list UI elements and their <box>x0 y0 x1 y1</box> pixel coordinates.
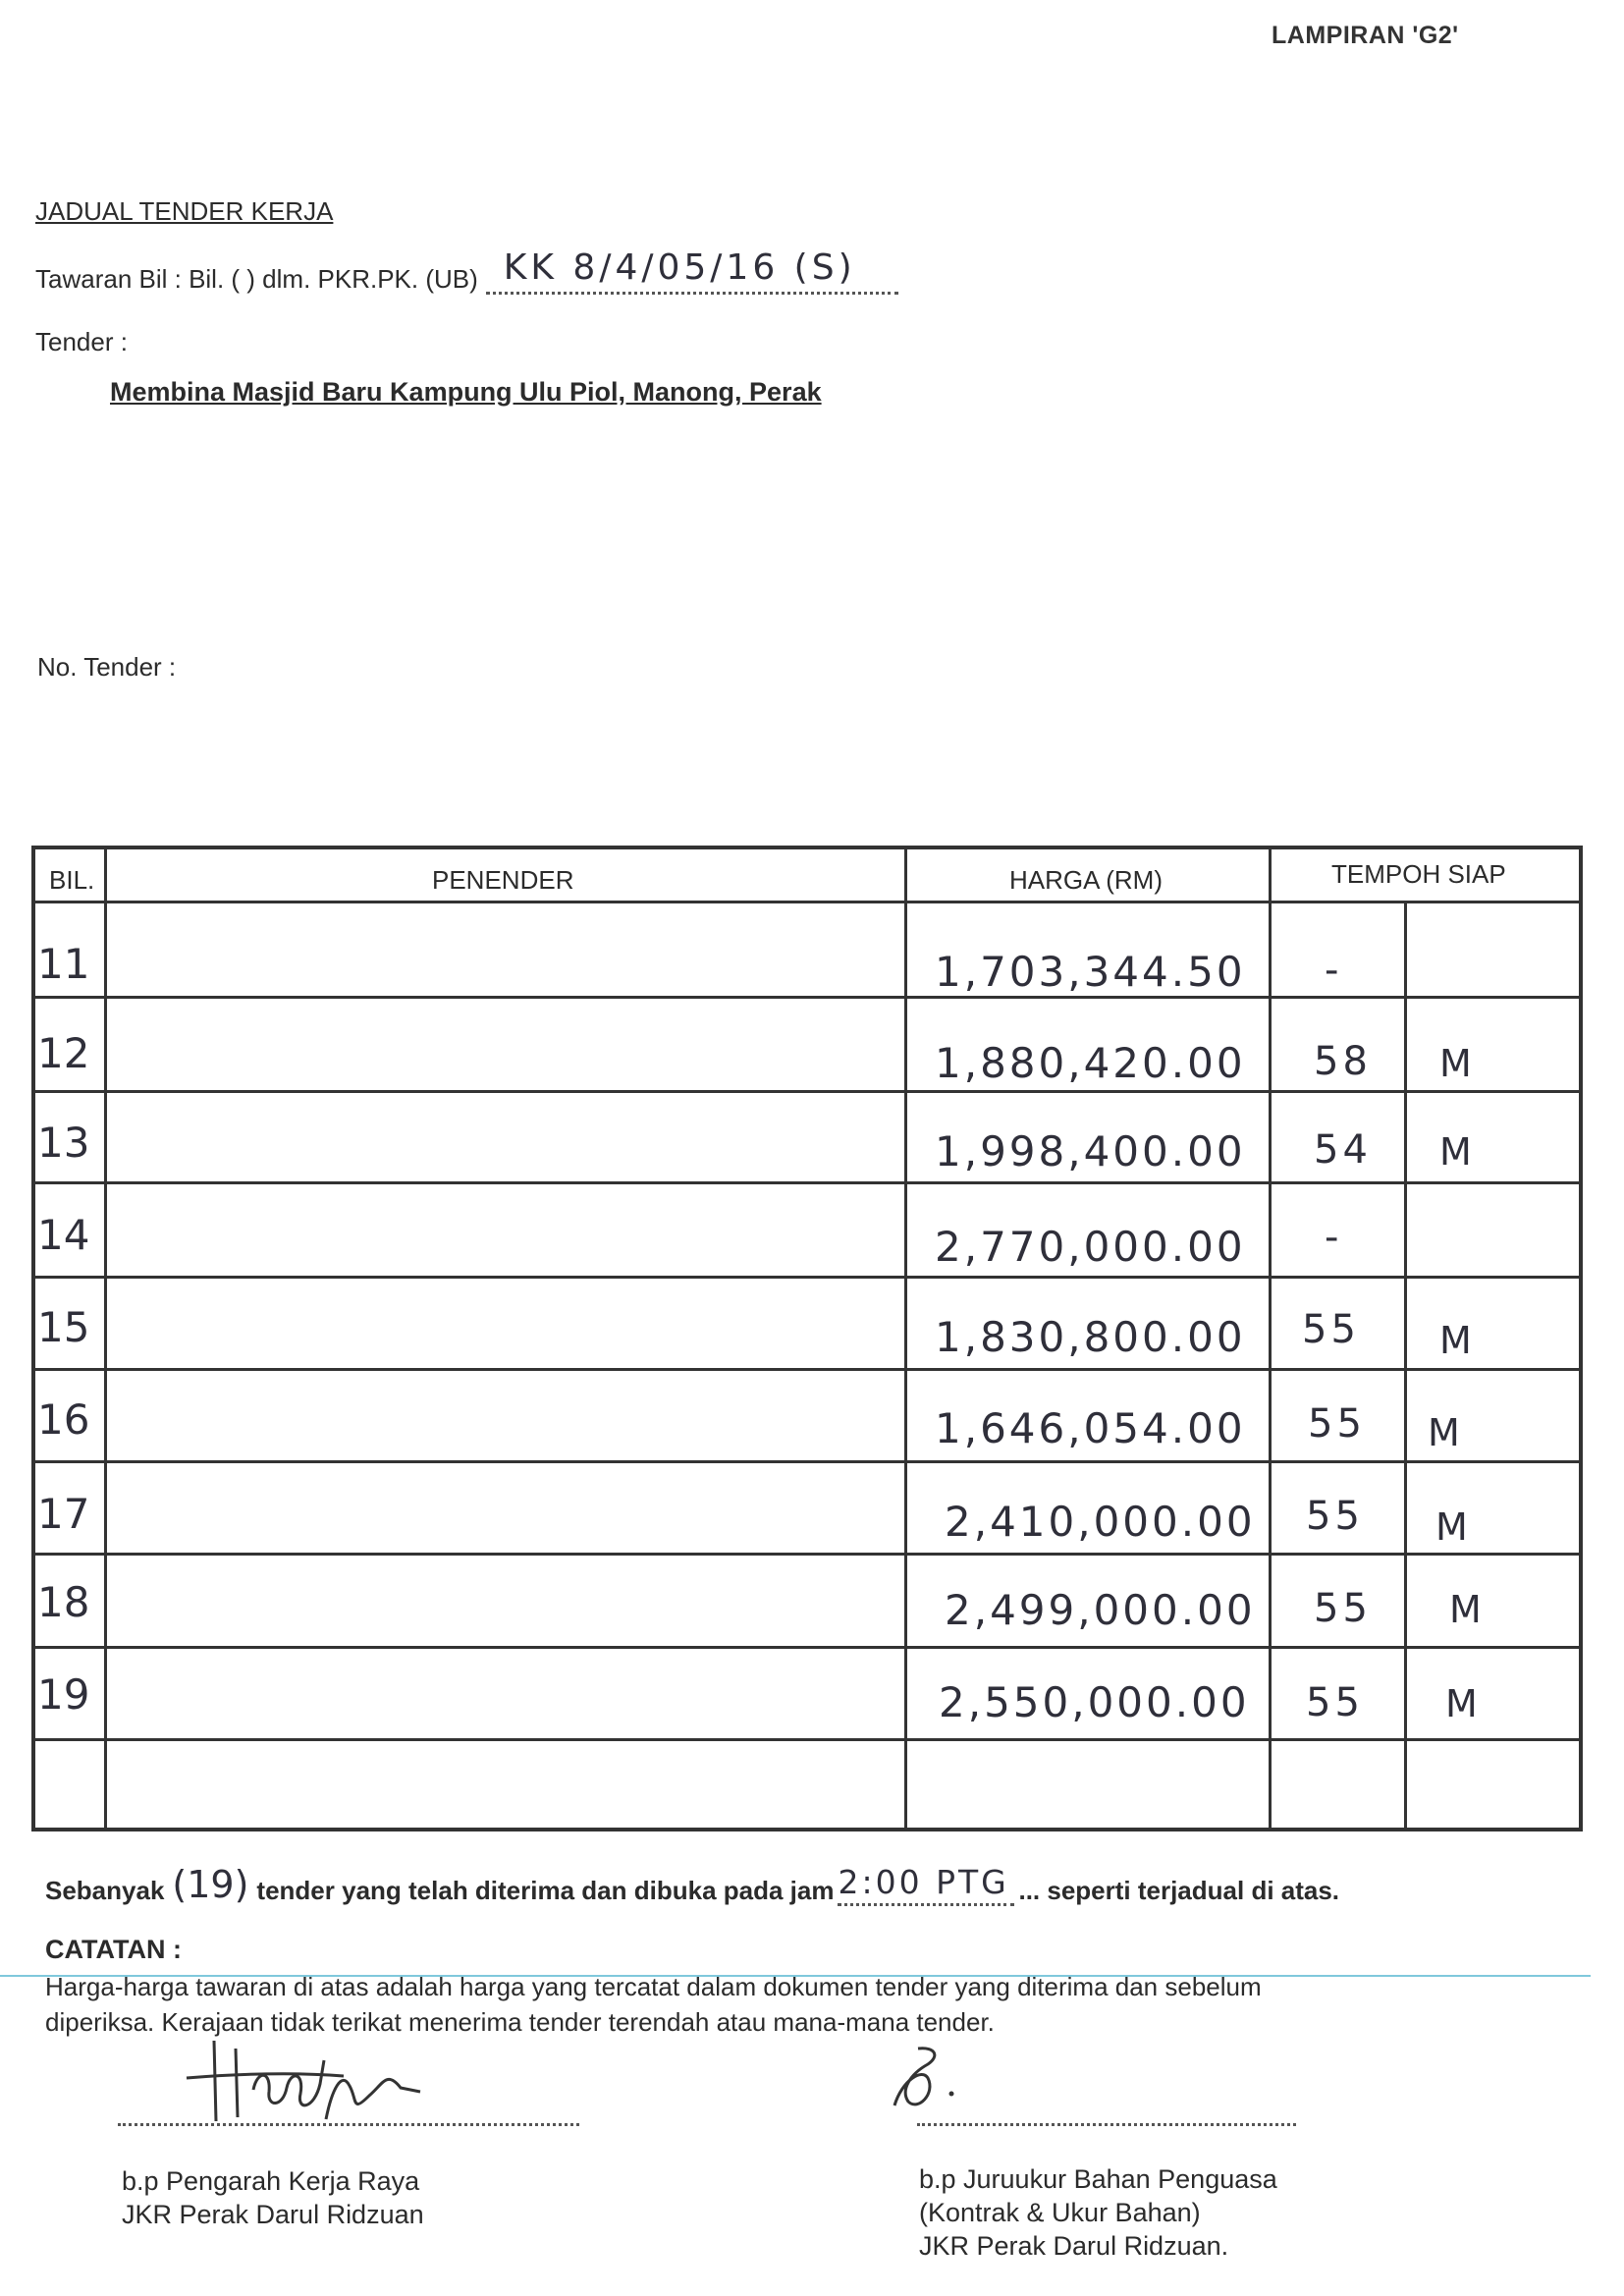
tawaran-label: Tawaran Bil : Bil. ( ) dlm. PKR.PK. (UB) <box>35 264 478 294</box>
row-divider <box>35 1181 1579 1184</box>
right-signatory-line3: JKR Perak Darul Ridzuan. <box>919 2231 1229 2261</box>
notes-text: Harga-harga tawaran di atas adalah harga yang tercatat dalam dokumen tender yang diterima dan sebelum diperiksa. Kerajaan tidak terikat menerima tender terendah atau mana-mana tender. <box>45 1972 1262 2037</box>
row-divider <box>35 1738 1579 1741</box>
lampiran-label: LAMPIRAN 'G2' <box>1272 22 1459 49</box>
summary-suffix: ... seperti terjadual di atas. <box>1018 1876 1340 1905</box>
row-bil: 17 <box>37 1490 90 1538</box>
row-days: 55 <box>1302 1307 1360 1352</box>
right-signatory <box>919 2162 1277 2263</box>
page-title: JADUAL TENDER KERJA <box>35 196 334 226</box>
row-harga: 2,550,000.00 <box>939 1678 1250 1726</box>
row-harga: 1,830,800.00 <box>935 1313 1246 1361</box>
tender-label: Tender : <box>35 327 128 356</box>
row-days: 55 <box>1306 1494 1364 1539</box>
row-harga: 1,646,054.00 <box>935 1404 1246 1452</box>
header-penender: PENENDER <box>432 865 574 895</box>
row-harga: 1,998,400.00 <box>935 1127 1246 1175</box>
row-bil: 18 <box>37 1578 90 1626</box>
summary-line <box>45 1863 1339 1906</box>
row-unit: M <box>1428 1411 1460 1454</box>
row-unit: M <box>1439 1319 1472 1362</box>
row-bil: 12 <box>37 1029 90 1077</box>
row-harga: 1,703,344.50 <box>935 948 1246 996</box>
left-signatory-line1: b.p Pengarah Kerja Raya <box>122 2166 420 2196</box>
row-divider <box>35 1368 1579 1371</box>
row-days: - <box>1325 1215 1343 1260</box>
project-title: Membina Masjid Baru Kampung Ulu Piol, Manong, Perak <box>110 377 822 407</box>
tender-table <box>31 846 1583 1831</box>
row-days: 55 <box>1306 1680 1364 1725</box>
row-harga: 1,880,420.00 <box>935 1039 1246 1087</box>
row-days: 58 <box>1314 1039 1372 1084</box>
header-tempoh: TEMPOH SIAP <box>1331 859 1506 889</box>
right-signatory-line1: b.p Juruukur Bahan Penguasa <box>919 2164 1277 2194</box>
summary-middle: tender yang telah diterima dan dibuka pada jam <box>256 1876 835 1905</box>
row-unit: M <box>1439 1042 1472 1085</box>
row-divider <box>35 1090 1579 1093</box>
row-divider <box>35 1553 1579 1556</box>
header-divider <box>35 901 1579 903</box>
col-divider-tempoh <box>1404 901 1407 1828</box>
row-unit: M <box>1439 1130 1472 1174</box>
row-bil: 19 <box>37 1670 90 1719</box>
row-days: 55 <box>1308 1401 1366 1447</box>
row-harga: 2,410,000.00 <box>945 1498 1256 1546</box>
row-bil: 13 <box>37 1119 90 1167</box>
right-signature-line <box>917 2121 1296 2126</box>
row-unit: M <box>1445 1682 1478 1725</box>
left-signatory-line2: JKR Perak Darul Ridzuan <box>122 2200 424 2229</box>
right-signature <box>889 2043 967 2116</box>
summary-prefix: Sebanyak <box>45 1876 165 1905</box>
tawaran-line <box>35 247 898 295</box>
tawaran-ref-field <box>486 247 898 295</box>
row-divider <box>35 1646 1579 1649</box>
row-days: 54 <box>1314 1127 1372 1173</box>
tawaran-ref: KK 8/4/05/16 (S) <box>503 247 856 288</box>
left-signature-line <box>118 2121 579 2126</box>
no-tender-label: No. Tender : <box>37 652 177 682</box>
header-bil: BIL. <box>49 865 95 895</box>
row-unit: M <box>1435 1505 1468 1549</box>
row-divider <box>35 1276 1579 1279</box>
right-signatory-line2: (Kontrak & Ukur Bahan) <box>919 2198 1201 2227</box>
row-bil: 15 <box>37 1303 90 1351</box>
row-harga: 2,770,000.00 <box>935 1223 1246 1271</box>
summary-time: 2:00 PTG <box>838 1863 1009 1901</box>
row-days: - <box>1325 948 1343 993</box>
notes-heading: CATATAN : <box>45 1935 182 1964</box>
row-harga: 2,499,000.00 <box>945 1586 1256 1634</box>
row-divider <box>35 1460 1579 1463</box>
row-divider <box>35 996 1579 999</box>
header-harga: HARGA (RM) <box>1009 865 1163 895</box>
row-bil: 11 <box>37 940 90 988</box>
row-bil: 14 <box>37 1211 90 1259</box>
row-bil: 16 <box>37 1395 90 1444</box>
row-unit: M <box>1449 1588 1482 1631</box>
summary-count: (19) <box>172 1863 249 1906</box>
left-signature <box>177 2031 432 2134</box>
row-days: 55 <box>1314 1586 1372 1631</box>
summary-time-field <box>838 1863 1014 1906</box>
left-signatory <box>122 2164 424 2231</box>
